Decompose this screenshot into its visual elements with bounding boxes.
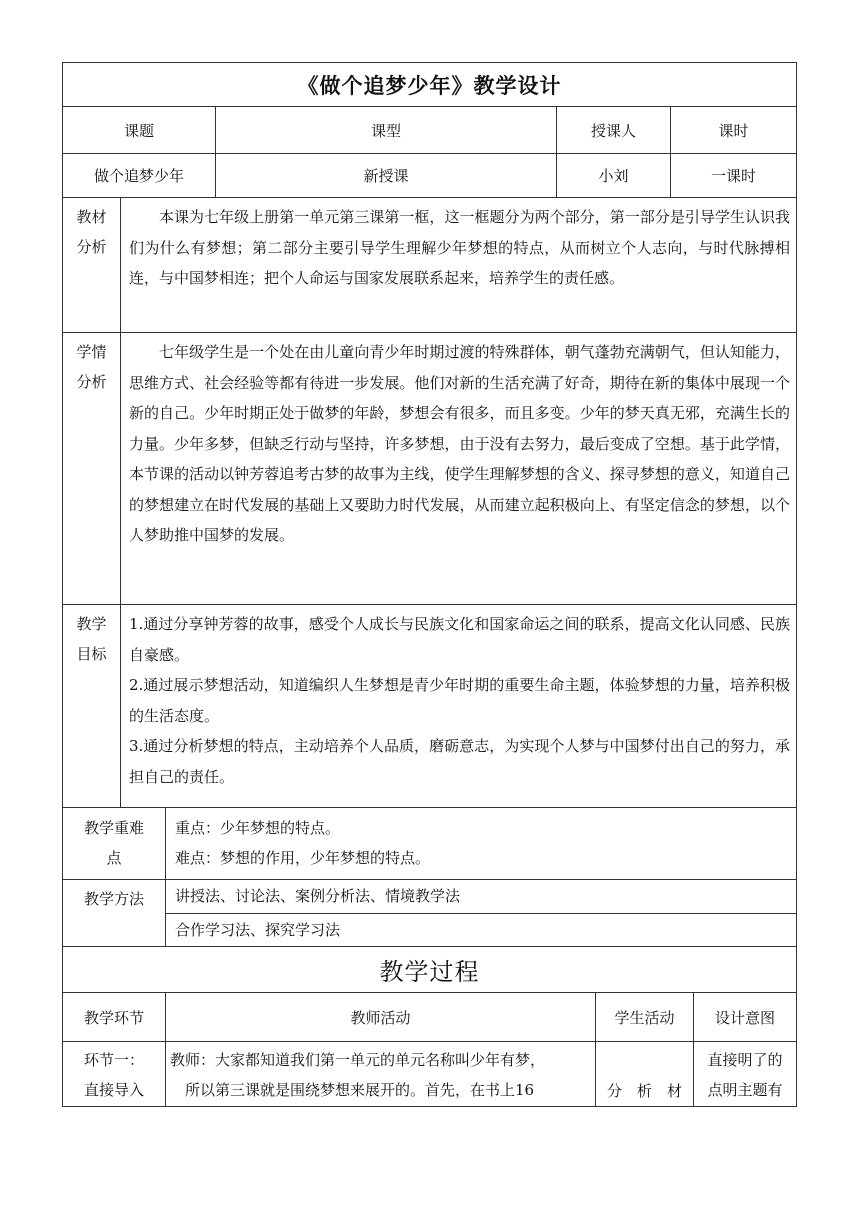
keypoints-label-line2: 点 <box>106 849 122 867</box>
info-teacher: 小刘 <box>556 154 670 197</box>
header-topic: 课题 <box>123 121 154 140</box>
info-hours: 一课时 <box>670 154 796 197</box>
material-label-line2: 分析 <box>76 238 107 256</box>
header-teacher: 授课人 <box>556 107 670 153</box>
step-student-activity <box>595 1042 693 1106</box>
student-content <box>120 333 796 604</box>
difficulty-point: 难点：梦想的作用，少年梦想的特点。 <box>175 849 431 867</box>
step-intent <box>693 1042 796 1106</box>
teacher-activity-line1: 教师：大家都知道我们第一单元的单元名称叫少年有梦， <box>170 1051 546 1069</box>
student-label <box>63 333 120 604</box>
material-label-line1: 教材 <box>76 208 107 226</box>
step-name-line2: 直接导入 <box>83 1081 144 1099</box>
material-analysis-row <box>62 198 797 333</box>
process-title-row <box>62 947 797 993</box>
teacher-activity-line2: 所以第三课就是围绕梦想来展开的。首先，在书上16 <box>185 1081 535 1099</box>
goals-row <box>62 605 797 808</box>
info-topic: 做个追梦少年 <box>93 167 184 185</box>
goals-label <box>63 605 120 807</box>
process-step-row <box>62 1042 797 1107</box>
keypoints-row <box>62 808 797 880</box>
material-text: 本课为七年级上册第一单元第三课第一框，这一框题分为两个部分，第一部分是引导学生认识我们为什么有梦想；第二部分主要引导学生理解少年梦想的特点，从而树立个人志向，与时代脉搏相连，与中国梦相连；把个人命运与国家发展联系起来，培养学生的责任感。 <box>129 208 790 287</box>
info-type: 新授课 <box>215 154 556 197</box>
keypoints-label <box>63 808 165 879</box>
document-title: 《做个追梦少年》教学设计 <box>297 72 562 98</box>
student-label-line2: 分析 <box>76 373 107 391</box>
lesson-plan-table <box>62 62 797 1107</box>
methods-label <box>63 880 165 946</box>
step-name <box>63 1042 165 1106</box>
student-analysis-row <box>62 333 797 605</box>
process-header-student: 学生活动 <box>595 993 693 1041</box>
student-text: 七年级学生是一个处在由儿童向青少年时期过渡的特殊群体，朝气蓬勃充满朝气，但认知能力，思维方式、社会经验等都有待进一步发展。他们对新的生活充满了好奇，期待在新的集体中展现一个新的自己。少年时期正处于做梦的年龄，梦想会有很多，而且多变。少年的梦天真无邪，充满生长的力量。少年多梦，但缺乏行动与坚持，许多梦想，由于没有去努力，最后变成了空想。基于此学情，本节课的活动以钟芳蓉追考古梦的故事为主线，使学生理解梦想的含义、探寻梦想的意义，知道自己的梦想建立在时代发展的基础上又要助力时代发展，从而建立起积极向上、有坚定信念的梦想，以个人梦助推中国梦的发展。 <box>129 343 790 544</box>
process-title: 教学过程 <box>379 958 480 986</box>
header-hours: 课时 <box>670 107 796 153</box>
process-header-intent: 设计意图 <box>693 993 796 1041</box>
keypoints-label-line1: 教学重难 <box>83 819 144 837</box>
step-teacher-activity <box>165 1042 595 1106</box>
methods-content <box>165 880 796 946</box>
student-activity-text: 分 析 材 <box>606 1082 682 1100</box>
goals-content <box>120 605 796 807</box>
header-type: 课型 <box>215 107 556 153</box>
header-row <box>62 107 797 154</box>
material-content <box>120 198 796 332</box>
goal-item: 2.通过展示梦想活动，知道编织人生梦想是青少年时期的重要生命主题，体验梦想的力量，培养积极的生活态度。 <box>129 676 790 725</box>
info-row <box>62 154 797 198</box>
goal-item: 3.通过分析梦想的特点，主动培养个人品质，磨砺意志，为实现个人梦与中国梦付出自己的努力，承担自己的责任。 <box>129 737 790 786</box>
student-label-line1: 学情 <box>76 343 107 361</box>
title-row <box>62 62 797 107</box>
step-name-line1: 环节一： <box>83 1051 144 1069</box>
intent-line1: 直接明了的 <box>707 1051 783 1069</box>
focus-point: 重点：少年梦想的特点。 <box>175 819 341 837</box>
process-header-step: 教学环节 <box>83 1008 144 1027</box>
intent-line2: 点明主题有 <box>707 1081 783 1099</box>
goals-label-line2: 目标 <box>76 645 107 663</box>
material-label <box>63 198 120 332</box>
methods-line2: 合作学习法、探究学习法 <box>175 921 341 939</box>
goals-label-line1: 教学 <box>76 615 107 633</box>
methods-row <box>62 880 797 947</box>
goal-item: 1.通过分享钟芳蓉的故事，感受个人成长与民族文化和国家命运之间的联系，提高文化认同感、民族自豪感。 <box>129 615 790 664</box>
methods-label-text: 教学方法 <box>83 890 144 908</box>
process-header-teacher: 教师活动 <box>165 993 595 1041</box>
keypoints-content <box>165 808 796 879</box>
methods-line1: 讲授法、讨论法、案例分析法、情境教学法 <box>166 880 796 914</box>
process-header-row <box>62 993 797 1042</box>
